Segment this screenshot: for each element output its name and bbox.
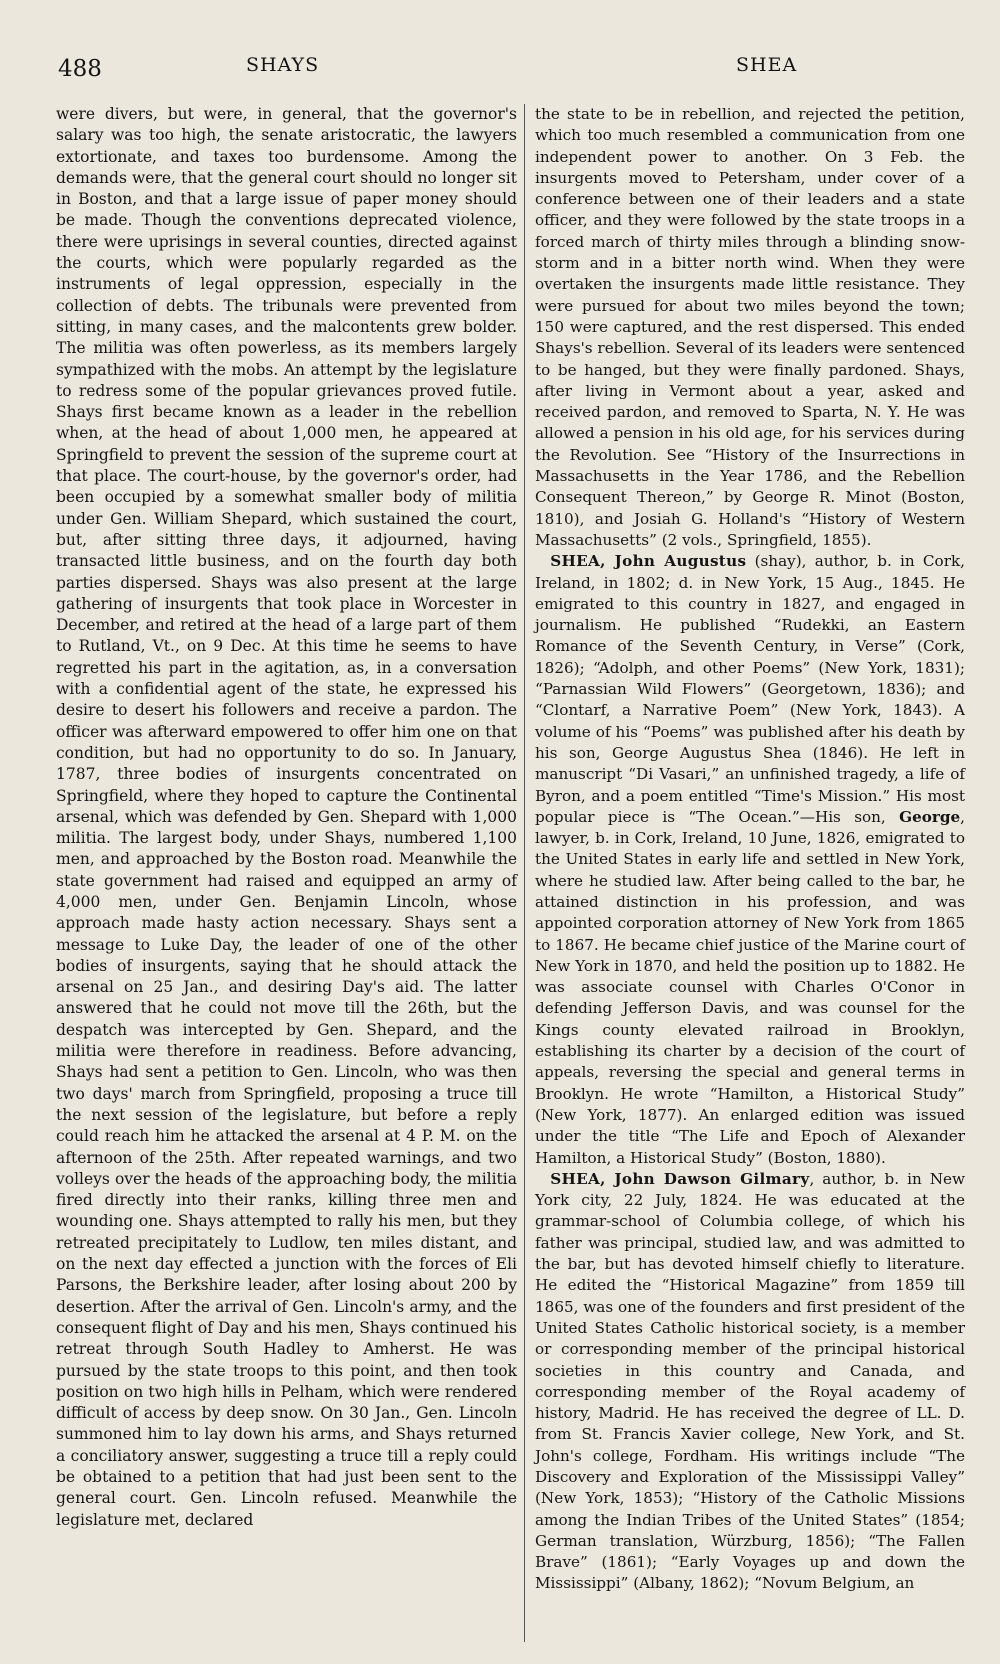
entry-text: , author, b. in New York city, 22 July, 1824. He was educated at the grammar-school of Columbia college, of which his father was principal, studied law, and was admitted to the bar, but has devoted himself chiefly to literature. He edited the “Historical Magazine” from 1859 till 1865, was one of the founders and first president of the United States Catholic historical society, is a member or corresponding member of the principal historical societies in this country and Canada, and corresponding member of the Royal academy of history, Madrid. He has received the degree of LL. D. from St. Francis Xavier college, New York, and St. John's college, Fordham. His writings include “The Discovery and Exploration of the Mississippi Valley” (New York, 1853); “History of the Catholic Missions among the Indian Tribes of the United States” (1854; German translation, Würzburg, 1856); “The Fallen Brave” (1861); “Early Voyages up and down the Mississippi” (Albany, 1862); “Novum Belgium, an (535, 1169, 966, 1593)
page-number: 488 (58, 56, 102, 82)
entry-text: (shay), author, b. in Cork, Ireland, in 1802; d. in New York, 15 Aug., 1845. He emigrated to this country in 1827, and engaged in journalism. He published “Rudekki, an Eastern Romance of the Seventh Century, in Verse” (Cork, 1826); “Adolph, and other Poems” (New York, 1831); “Parnassian Wild Flowers” (Georgetown, 1836); and “Clontarf, a Narrative Poem” (New York, 1843). A volume of his “Poems” was published after his death by his son, George Augustus Shea (1846). He left in manuscript “Di Vasari,” an unfinished tragedy, a life of Byron, and a poem entitled “Time's Mission.” His most popular piece is “The Ocean.”—His son, (535, 552, 965, 826)
entry-shea-john-dawson-gilmary (535, 1169, 965, 1595)
page-header (0, 50, 1000, 84)
shays-article-conclusion: the state to be in rebellion, and rejected the petition, which too much resembled a communication from one independent power to another. On 3 Feb. the insurgents moved to Petersham, under cover of a conference between one of their leaders and a state officer, and they were followed by the state troops in a forced march of thirty miles through a blinding snow-storm and in a bitter north wind. When they were overtaken the insurgents made little resistance. They were pursued for about two miles beyond the town; 150 were captured, and the rest dispersed. This ended Shays's rebellion. Several of its leaders were sentenced to be hanged, but they were finally pardoned. Shays, after living in Vermont about a year, asked and received pardon, and removed to Sparta, N. Y. He was allowed a pension in his old age, for his services during the Revolution. See “History of the Insurrections in Massachusetts in the Year 1786, and the Rebellion Consequent Thereon,” by George R. Minot (Boston, 1810), and Josiah G. Holland's “History of Western Massachusetts” (2 vols., Springfield, 1855). (535, 105, 965, 549)
entry-shea-john-augustus (535, 551, 965, 1169)
entry-headword: SHEA, John Augustus (550, 552, 747, 571)
running-head-left: SHAYS (246, 54, 320, 76)
shays-article-continuation: were divers, but were, in general, that the governor's salary was too high, the senate aristocratic, the lawyers extortionate, and taxes too burdensome. Among the demands were, that the general court should no longer sit in Boston, and that a large issue of paper money should be made. Though the conventions deprecated violence, there were uprisings in several counties, directed against the courts, which were popularly regarded as the instruments of legal oppression, especially in the collection of debts. The tribunals were prevented from sitting, in many cases, and the malcontents grew bolder. The militia was often powerless, as its members largely sympathized with the mobs. An attempt by the legislature to redress some of the popular grievances proved futile. Shays first became known as a leader in the rebellion when, at the head of about 1,000 men, he appeared at Springfield to prevent the session of the supreme court at that place. The court-house, by the governor's order, had been occupied by a somewhat smaller body of militia under Gen. William Shepard, which sustained the court, but, after sitting three days, it adjourned, having transacted little business, and on the fourth day both parties dispersed. Shays was also present at the large gathering of insurgents that took place in Worcester in December, and retired at the head of a large part of them to Rutland, Vt., on 9 Dec. At this time he seems to have regretted his part in the agitation, as, in a conversation with a confidential agent of the state, he expressed his desire to desert his followers and receive a pardon. The officer was afterward empowered to offer him one on that condition, but had no opportunity to do so. In January, 1787, three bodies of insurgents concentrated on Springfield, where they hoped to capture the Continental arsenal, which was defended by Gen. Shepard with 1,000 militia. The largest body, under Shays, numbered 1,100 men, and approached by the Boston road. Meanwhile the state government had raised and equipped an army of 4,000 men, under Gen. Benjamin Lincoln, whose approach made hasty action necessary. Shays sent a message to Luke Day, the leader of one of the other bodies of insurgents, saying that he should attack the arsenal on 25 Jan., and desiring Day's aid. The latter answered that he could not move till the 26th, but the despatch was intercepted by Gen. Shepard, and the militia were therefore in readiness. Before advancing, Shays had sent a petition to Gen. Lincoln, who was then two days' march from Springfield, proposing a truce till the next session of the legislature, but before a reply could reach him he attacked the arsenal at 4 P. M. on the afternoon of the 25th. After repeated warnings, and two volleys over the heads of the approaching body, the militia fired directly into their ranks, killing three men and wounding one. Shays attempted to rally his men, but they retreated precipitately to Ludlow, ten miles distant, and on the next day effected a junction with the forces of Eli Parsons, the Berkshire leader, after losing about 200 by desertion. After the arrival of Gen. Lincoln's army, and the consequent flight of Day and his men, Shays continued his retreat through South Hadley to Amherst. He was pursued by the state troops to this point, and then took position on two high hills in Pelham, which were rendered difficult of access by deep snow. On 30 Jan., Gen. Lincoln summoned him to lay down his arms, and Shays returned a conciliatory answer, suggesting a truce till a reply could be obtained to a petition that had just been sent to the general court. Gen. Lincoln refused. Meanwhile the legislature met, declared (56, 105, 517, 1529)
sub-entry-text: , lawyer, b. in Cork, Ireland, 10 June, 1826, emigrated to the United States in early life and settled in New York, where he studied law. After being called to the bar, he attained distinction in his profession, and was appointed corporation attorney of New York from 1865 to 1867. He became chief justice of the Marine court of New York in 1870, and held the position up to 1882. He was associate counsel with Charles O'Conor in defending Jefferson Davis, and was counsel for the Kings county elevated railroad in Brooklyn, establishing its charter by a decision of the court of appeals, reversing the special and general terms in Brooklyn. He wrote “Hamilton, a Historical Study” (New York, 1877). An enlarged edition was issued under the title “The Life and Epoch of Alexander Hamilton, a Historical Study” (Boston, 1880). (535, 807, 965, 1167)
sub-entry-headword: George (899, 807, 961, 826)
column-divider (524, 104, 525, 1642)
left-column (56, 104, 517, 1531)
running-head-right: SHEA (736, 54, 798, 76)
entry-headword: SHEA, John Dawson Gilmary (550, 1169, 810, 1188)
right-column (535, 104, 965, 1595)
